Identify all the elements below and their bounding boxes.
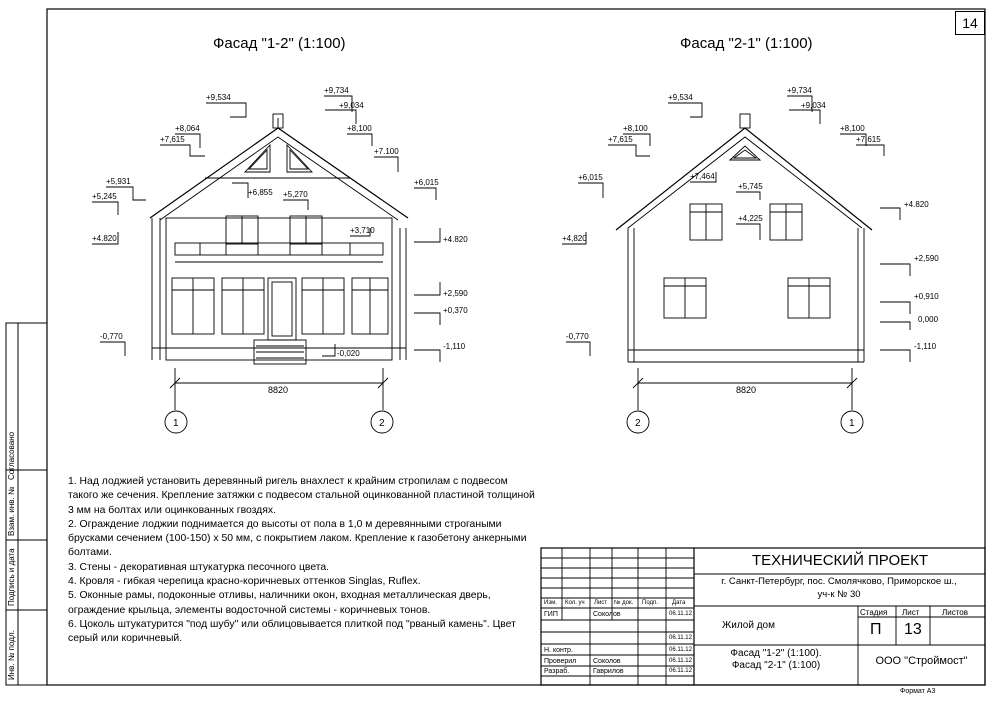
level-label: +5,270: [283, 190, 308, 199]
note-item: 2. Ограждение лоджии поднимается до высоты от пола в 1,0 м деревянными строгаными брусками сечением (100-150) х 50 мм, с покрытием лаком. Крепление к газобетону анкерными болтами.: [68, 518, 527, 559]
role-proveril: Проверил: [544, 658, 577, 665]
level-label: +9,734: [324, 86, 349, 95]
company-name: ООО "Строймост": [875, 655, 968, 667]
sheet-title-line2: Фасад "2-1" (1:100): [731, 660, 821, 671]
address-line1: г. Санкт-Петербург, пос. Смолячково, Приморское ш.,: [721, 576, 957, 587]
note-item: 5. Оконные рамы, подоконные отливы, наличники окон, входная металлическая дверь, ограждение крыльца, элементы водосточной системы - коричневых тонов.: [68, 590, 491, 616]
general-notes: [68, 475, 538, 647]
level-label: +5,931: [106, 177, 131, 186]
change-header-data: Дата: [672, 600, 686, 606]
name-gip: Соколов: [593, 611, 621, 618]
level-label: +9,534: [206, 93, 231, 102]
facade-left-labels: [92, 35, 468, 429]
facade-right-title: Фасад "2-1" (1:100): [680, 35, 813, 52]
dimension-label: 8820: [268, 385, 289, 395]
stamp-agreed: Согласовано: [7, 431, 16, 480]
level-label: -1,110: [914, 342, 937, 351]
axis-label: 2: [635, 418, 641, 429]
stamp-inv-orig: Инв. № подл.: [7, 630, 16, 680]
sheets-header: Листов: [942, 608, 968, 617]
level-label: -1,110: [443, 342, 466, 351]
level-label: +9,034: [339, 101, 364, 110]
level-label: +2,590: [443, 289, 468, 298]
level-label: +7,615: [856, 135, 881, 144]
level-label: +0,910: [914, 292, 939, 301]
level-label: +6,855: [248, 188, 273, 197]
dimension-label: 8820: [736, 385, 757, 395]
facade-right: [562, 96, 910, 433]
level-label: +4.820: [443, 235, 468, 244]
format-label: Формат А3: [900, 688, 936, 695]
level-label: +6,015: [414, 178, 439, 187]
level-label: +7,615: [160, 135, 185, 144]
change-header-podp: Подп.: [642, 600, 658, 606]
note-item: 3. Стены - декоративная штукатурка песочного цвета.: [68, 561, 330, 573]
note-item: 4. Кровля - гибкая черепица красно-коричневых оттенков Singlas, Ruflex.: [68, 576, 421, 588]
axis-label: 2: [379, 418, 385, 429]
level-label: +6,015: [578, 173, 603, 182]
note-item: 1. Над лоджией установить деревянный ригель внахлест к крайним стропилам с подвесом такого же сечения. Крепление затяжки с подвесом стальной оцинкованной пластиной толщиной 3 мм на болтах или оцинкованных гвоздях.: [68, 476, 535, 516]
level-label: +8,064: [175, 124, 200, 133]
change-header-izm: Изм.: [544, 600, 557, 606]
date-razrab: 06.11.12: [669, 668, 692, 674]
level-label: +7,615: [608, 135, 633, 144]
stage-header: Стадия: [860, 608, 888, 617]
date-nkontr: 06.11.12: [669, 647, 692, 653]
name-razrab: Гаврилов: [593, 668, 624, 675]
level-label: -0,020: [337, 349, 360, 358]
level-label: -0,770: [566, 332, 589, 341]
level-label: +8,100: [347, 124, 372, 133]
level-label: +8,100: [840, 124, 865, 133]
role-gip: ГИП: [544, 611, 558, 618]
level-label: +3,710: [350, 226, 375, 235]
change-header-kol: Кол. уч: [565, 600, 585, 606]
level-label: +4,225: [738, 214, 763, 223]
level-label: +7,464: [690, 172, 715, 181]
facade-right-labels: [562, 35, 939, 429]
address-line2: уч-к № 30: [817, 589, 861, 600]
date-gip: 06.11.12: [669, 611, 692, 617]
sheet-title-line1: Фасад "1-2" (1:100).: [730, 648, 822, 659]
role-razrab: Разраб.: [544, 668, 570, 675]
level-label: +2,590: [914, 254, 939, 263]
facade-left-title: Фасад "1-2" (1:100): [213, 35, 346, 52]
object-name: Жилой дом: [722, 620, 775, 631]
level-label: +8,100: [623, 124, 648, 133]
level-label: +4.820: [904, 200, 929, 209]
level-label: +4,820: [562, 234, 587, 243]
note-item: 6. Цоколь штукатурится "под шубу" или облицовывается плиткой под "рваный камень". Цвет серый или коричневый.: [68, 618, 516, 645]
level-label: 0,000: [918, 315, 939, 324]
level-label: +4.820: [92, 234, 117, 243]
level-label: +5,245: [92, 192, 117, 201]
sheet-header: Лист: [902, 608, 920, 617]
date-extra: 06.11.12: [669, 635, 692, 641]
role-nkontr: Н. контр.: [544, 647, 573, 654]
axis-label: 1: [849, 418, 855, 429]
date-proveril: 06.11.12: [669, 658, 692, 664]
axis-label: 1: [173, 418, 179, 429]
level-label: +7.100: [374, 147, 399, 156]
sheet-number: 14: [955, 11, 985, 35]
level-label: -0,770: [100, 332, 123, 341]
level-label: +0,370: [443, 306, 468, 315]
side-stamp: [6, 323, 47, 685]
change-header-list: Лист: [594, 600, 608, 606]
stage-value: П: [870, 621, 882, 638]
level-label: +5,745: [738, 182, 763, 191]
change-header-ndoc: № док.: [614, 600, 634, 606]
level-label: +9,734: [787, 86, 812, 95]
name-proveril: Соколов: [593, 658, 621, 665]
stamp-replaced-inv: Взам. инв. №: [7, 486, 16, 536]
level-label: +9,034: [801, 101, 826, 110]
sheet-value: 13: [904, 621, 922, 638]
project-type: ТЕХНИЧЕСКИЙ ПРОЕКТ: [751, 552, 929, 569]
stamp-signature-date: Подпись и дата: [7, 548, 16, 606]
level-label: +9,534: [668, 93, 693, 102]
